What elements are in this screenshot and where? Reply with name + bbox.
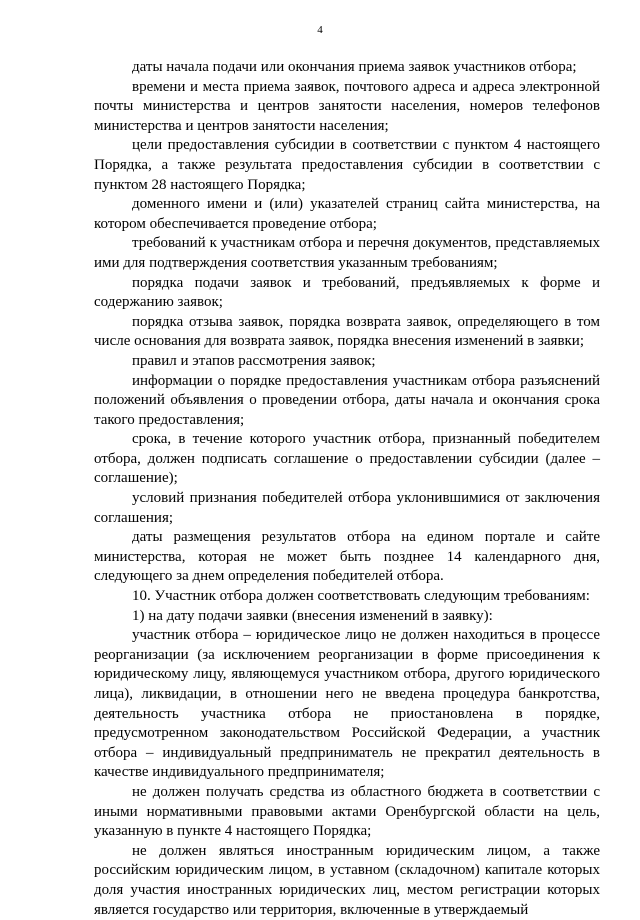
paragraph-5: требований к участникам отбора и перечня документов, представляемых ими для подтверждения соответствия указанным требованиям; bbox=[94, 235, 600, 271]
paragraph-2: времени и места приема заявок, почтового адреса и адреса электронной почты министерства и центров занятости населения, номеров телефонов министерства и центров занятости населения; bbox=[94, 78, 600, 134]
paragraph-6: порядка подачи заявок и требований, предъявляемых к форме и содержанию заявок; bbox=[94, 274, 600, 311]
paragraph-11: условий признания победителей отбора уклонившимися от заключения соглашения; bbox=[94, 490, 600, 526]
paragraph-10: срока, в течение которого участник отбора, признанный победителем отбора, должен подписать соглашение о предоставлении субсидии (далее – соглашение); bbox=[94, 431, 600, 487]
paragraph-8: правил и этапов рассмотрения заявок; bbox=[132, 352, 376, 369]
paragraph-15: участник отбора – юридическое лицо не должен находиться в процессе реорганизации (за исключением реорганизации в форме присоединения к юридическому лицу, являющемуся участником отбора, другого юридического лица), ликвидации, в отношении него не введена процедура банкротства, деятельность участника отбора не приостановлена в порядке, предусмотренном законодательством Российской Федерации, а участник отбора – индивидуальный предприниматель не прекратил деятельность в качестве индивидуального предпринимателя; bbox=[94, 627, 600, 781]
paragraph-12: даты размещения результатов отбора на едином портале и сайте министерства, которая не может быть позднее 14 календарного дня, следующего за днем определения победителей отбора. bbox=[94, 529, 600, 585]
paragraph-1: даты начала подачи или окончания приема заявок участников отбора; bbox=[132, 59, 577, 75]
document-body bbox=[94, 58, 600, 920]
paragraph-3: цели предоставления субсидии в соответствии с пунктом 4 настоящего Порядка, а также результата предоставления субсидии в соответствии с пунктом 28 настоящего Порядка; bbox=[94, 137, 600, 193]
paragraph-16: не должен получать средства из областного бюджета в соответствии с иными нормативными правовыми актами Оренбургской области на цель, указанную в пункте 4 настоящего Порядка; bbox=[94, 783, 600, 840]
paragraph-7: порядка отзыва заявок, порядка возврата заявок, определяющего в том числе основания для возврата заявок, порядка внесения изменений в заявки; bbox=[94, 313, 600, 350]
paragraph-14: 1) на дату подачи заявки (внесения изменений в заявку): bbox=[132, 607, 493, 624]
page-number: 4 bbox=[317, 24, 323, 36]
paragraph-13: 10. Участник отбора должен соответствовать следующим требованиям: bbox=[132, 588, 590, 605]
paragraph-17: не должен являться иностранным юридическим лицом, а также российским юридическим лицом, в уставном (складочном) капитале которых доля участия иностранных юридических лиц, местом регистрации которых является государство или территория, включенные в утверждаемый bbox=[94, 842, 600, 918]
paragraph-9: информации о порядке предоставления участникам отбора разъяснений положений объявления о проведении отбора, даты начала и окончания срока такого предоставления; bbox=[94, 372, 600, 428]
paragraph-4: доменного имени и (или) указателей страниц сайта министерства, на котором обеспечивается проведение отбора; bbox=[94, 196, 600, 232]
